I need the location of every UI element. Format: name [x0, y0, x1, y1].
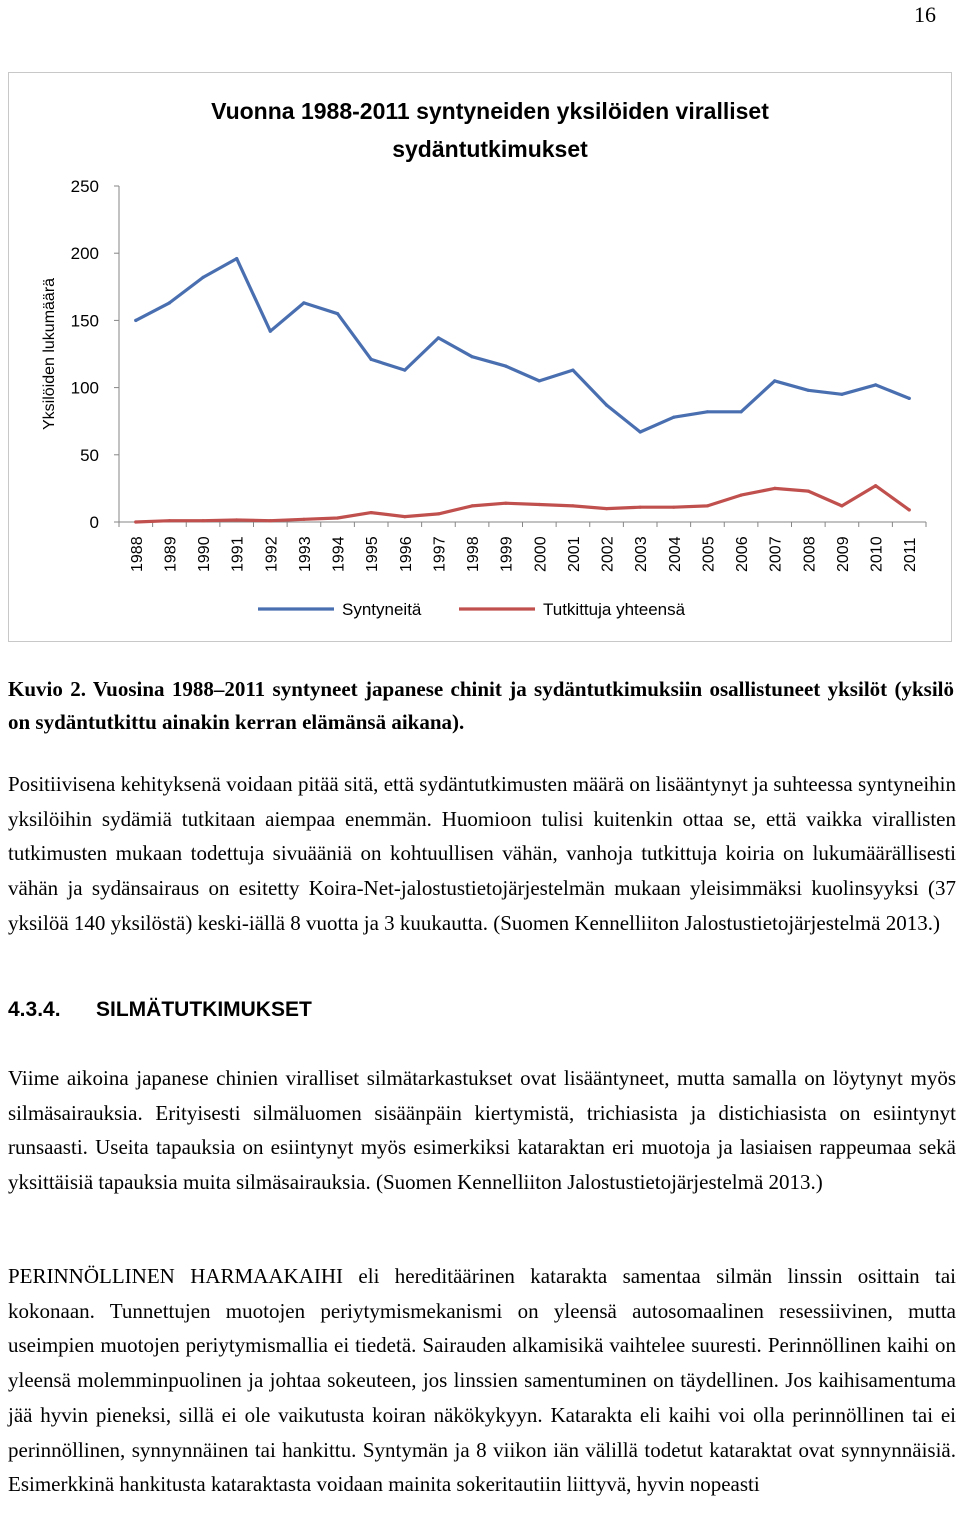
x-tick-label: 2009	[834, 536, 852, 572]
legend-label: Syntyneitä	[342, 600, 422, 619]
data-point	[672, 416, 675, 419]
x-tick-label: 2005	[700, 536, 718, 572]
line-chart	[0, 0, 960, 660]
data-point	[168, 519, 171, 522]
data-point	[908, 508, 911, 511]
x-tick-label: 2010	[868, 536, 886, 572]
data-point	[605, 404, 608, 407]
data-point	[269, 330, 272, 333]
x-tick-label: 1988	[128, 536, 146, 572]
data-point	[740, 494, 743, 497]
x-tick-label: 1992	[263, 536, 281, 572]
x-tick-label: 2006	[734, 536, 752, 572]
x-tick-label: 2007	[767, 536, 785, 572]
data-point	[504, 365, 507, 368]
data-point	[336, 312, 339, 315]
y-tick-label: 100	[70, 378, 99, 398]
x-tick-label: 2008	[801, 536, 819, 572]
data-point	[235, 518, 238, 521]
data-point	[269, 519, 272, 522]
data-point	[908, 397, 911, 400]
y-tick-label: 200	[70, 244, 99, 264]
data-point	[202, 276, 205, 279]
data-point	[639, 430, 642, 433]
x-tick-label: 2011	[902, 537, 920, 572]
series-line-tutkittuja	[136, 486, 909, 522]
x-tick-label: 1990	[196, 536, 214, 572]
data-point	[773, 487, 776, 490]
section-number: 4.3.4.	[8, 998, 61, 1021]
data-point	[807, 490, 810, 493]
data-point	[302, 518, 305, 521]
data-point	[403, 515, 406, 518]
x-tick-label: 2000	[532, 536, 550, 572]
data-point	[471, 504, 474, 507]
data-point	[605, 507, 608, 510]
x-tick-label: 1997	[431, 536, 449, 572]
data-point	[202, 519, 205, 522]
paragraph-heart-findings: Positiivisena kehityksenä voidaan pitää sitä, että sydäntutkimusten määrä on lisääntynyt ja suhteessa syntyneihin yksilöihin sydämiä tutkitaan aiempaa enemmän. Huomioon tulisi kuitenkin ottaa se, että vaikka virallisten tutkimusten mukaan todettuja sivuääniä on kohtuullisen vähän, vanhoja tutkittuja koiria on lukumäärällisesti vähän ja sydänsairaus on esitetty Koira-Net-jalostustietojärjestelmän mukaan yleisimmäksi kuolinsyyksi (37 yksilöä 140 yksilöstä) keski-iällä 8 vuotta ja 3 kuukautta. (Suomen Kennelliiton Jalostustietojärjestelmä 2013.)	[8, 772, 956, 935]
data-point	[538, 503, 541, 506]
x-tick-label: 2003	[633, 536, 651, 572]
data-point	[437, 336, 440, 339]
x-tick-label: 1991	[229, 536, 247, 572]
y-tick-label: 250	[70, 177, 99, 196]
data-point	[504, 502, 507, 505]
page-number: 16	[914, 2, 936, 27]
x-tick-label: 1994	[330, 536, 348, 572]
data-point	[672, 506, 675, 509]
x-tick-label: 1995	[364, 536, 382, 572]
data-point	[336, 516, 339, 519]
data-point	[571, 504, 574, 507]
section-heading	[8, 998, 312, 1022]
paragraph-cataract: PERINNÖLLINEN HARMAAKAIHI eli hereditäärinen katarakta samentaa silmän linssin osittain tai kokonaan. Tunnettujen muotojen periytymismekanismi on yleensä autosomaalinen resessiivinen, mutta useimpien muotojen periytymismallia ei tiedetä. Sairauden alkamisikä vaihtelee suuresti. Perinnöllinen kaihi on yleensä molemminpuolinen ja johtaa sokeuteen, jos linssien samentuminen on täydellinen. Jos kaihisamentuma jää hyvin pieneksi, sillä ei ole vaikutusta koiran näkökykyyn. Katarakta eli kaihi voi olla perinnöllinen tai ei perinnöllinen, synnynnäinen tai hankittu. Syntymän ja 8 viikon iän välillä todetut kataraktat ovat synnynnäisiä. Esimerkkinä hankitusta kataraktasta voidaan mainita sokeritautiin liittyvä, hyvin nopeasti	[8, 1264, 956, 1497]
data-point	[471, 355, 474, 358]
data-point	[840, 504, 843, 507]
data-point	[538, 379, 541, 382]
data-point	[874, 484, 877, 487]
figure-caption: Kuvio 2. Vuosina 1988–2011 syntyneet japanese chinit ja sydäntutkimuksiin osallistuneet yksilöt (yksilö on sydäntutkittu ainakin kerran elämänsä aikana).	[8, 677, 954, 734]
data-point	[235, 257, 238, 260]
y-tick-label: 150	[70, 311, 99, 331]
data-point	[370, 511, 373, 514]
x-tick-label: 1993	[296, 536, 314, 572]
x-tick-label: 2004	[666, 536, 684, 572]
data-point	[639, 506, 642, 509]
data-point	[134, 520, 137, 523]
data-point	[706, 504, 709, 507]
data-point	[807, 389, 810, 392]
section-title: SILMÄTUTKIMUKSET	[96, 998, 312, 1021]
data-point	[840, 393, 843, 396]
data-point	[437, 512, 440, 515]
data-point	[706, 410, 709, 413]
x-tick-label: 1999	[498, 536, 516, 572]
data-point	[134, 319, 137, 322]
paragraph-eye-exams: Viime aikoina japanese chinien viralliset silmätarkastukset ovat lisääntyneet, mutta samalla on löytynyt myös silmäsairauksia. Erityisesti silmäluomen sisäänpäin kiertymistä, trichiasista ja distichiasista on esiintynyt runsaasti. Useita tapauksia on esiintynyt myös esimerkiksi kataraktan eri muotoja ja lasiaisen rappeumaa sekä yksittäisiä tapauksia muita silmäsairauksia. (Suomen Kennelliiton Jalostustietojärjestelmä 2013.)	[8, 1066, 956, 1195]
y-tick-label: 50	[80, 445, 99, 465]
x-tick-label: 1989	[162, 536, 180, 572]
data-point	[740, 410, 743, 413]
data-point	[302, 301, 305, 304]
x-tick-label: 2001	[565, 536, 583, 572]
x-tick-label: 1998	[465, 536, 483, 572]
legend-label: Tutkittuja yhteensä	[543, 600, 686, 619]
data-point	[403, 369, 406, 372]
x-tick-label: 2002	[599, 536, 617, 572]
data-point	[370, 358, 373, 361]
y-axis-title: Yksilöiden lukumäärä	[41, 277, 58, 431]
chart-title: Vuonna 1988-2011 syntyneiden yksilöiden viralliset sydäntutkimukset	[211, 98, 769, 162]
data-point	[773, 379, 776, 382]
data-point	[874, 383, 877, 386]
series-line-syntyneita	[136, 259, 909, 432]
y-tick-label: 0	[89, 513, 99, 532]
data-point	[571, 369, 574, 372]
x-tick-label: 1996	[397, 536, 415, 572]
data-point	[168, 301, 171, 304]
